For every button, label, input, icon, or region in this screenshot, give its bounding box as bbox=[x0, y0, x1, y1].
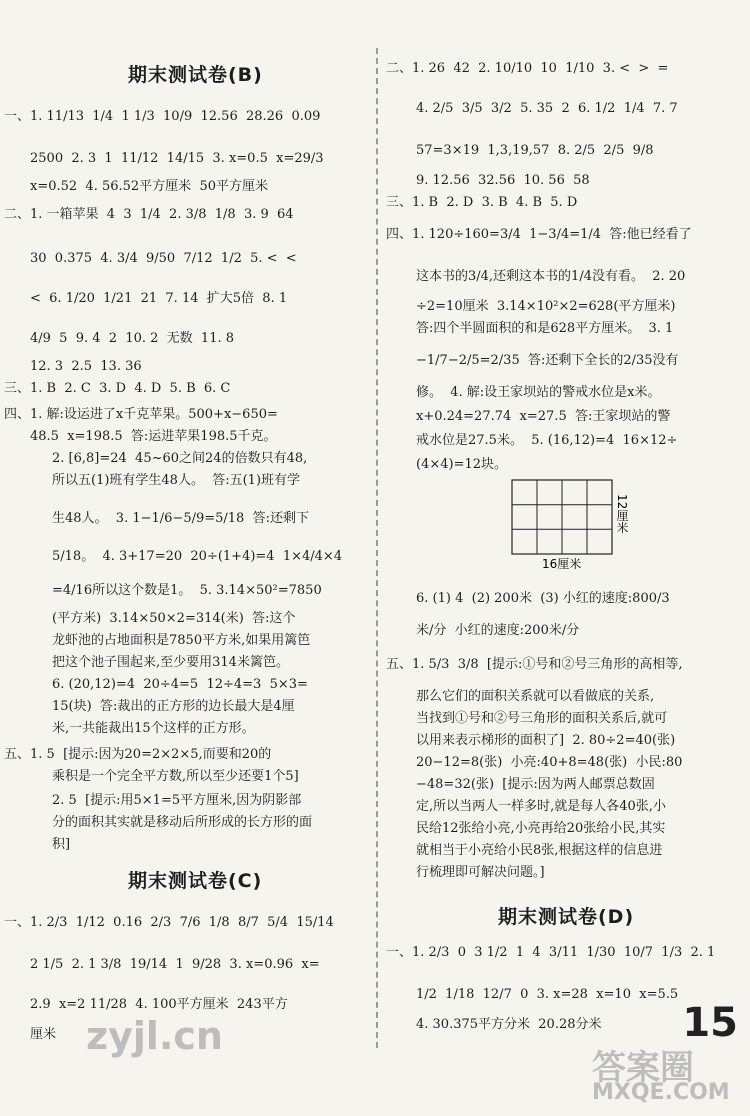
answer-line: 所以五(1)班有学生48人。 答:五(1)班有学 bbox=[52, 473, 301, 488]
answer-line: 五、1. 5/3 3/8 [提示:①号和②号三角形的高相等, bbox=[386, 657, 683, 672]
figure-width-label: 16厘米 bbox=[542, 557, 582, 571]
answer-line: 2 1/5 2. 1 3/8 19/14 1 9/28 3. x=0.96 x= bbox=[30, 957, 320, 972]
answer-line: 四、1. 解:设运进了x千克苹果。500+x−650= bbox=[4, 407, 278, 422]
answer-line: (4×4)=12块。 bbox=[416, 457, 508, 472]
answer-line: 把这个池子围起来,至少要用314米篱笆。 bbox=[52, 655, 289, 670]
answer-line: 三、1. B 2. D 3. B 4. B 5. D bbox=[386, 195, 578, 210]
answer-line: x=0.52 4. 56.52平方厘米 50平方厘米 bbox=[30, 179, 268, 194]
answer-line: 2. [6,8]=24 45~60之间24的倍数只有48, bbox=[52, 451, 308, 466]
answer-line: 龙虾池的占地面积是7850平方米,如果用篱笆 bbox=[52, 633, 311, 648]
answer-line: 当找到①号和②号三角形的面积关系后,就可 bbox=[416, 711, 668, 726]
answer-line: ÷2=10厘米 3.14×10²×2=628(平方厘米) bbox=[416, 299, 676, 314]
answer-line: 三、1. B 2. C 3. D 4. D 5. B 6. C bbox=[4, 381, 231, 396]
answer-line: 12. 3 2.5 13. 36 bbox=[30, 359, 142, 374]
answer-line: 6. (20,12)=4 20÷4=5 12÷4=3 5×3= bbox=[52, 677, 308, 692]
answer-line: 定,所以当两人一样多时,就是每人各40张,小 bbox=[416, 799, 666, 814]
answer-line: 48.5 x=198.5 答:运进苹果198.5千克。 bbox=[30, 429, 277, 444]
answer-line: 2500 2. 3 1 11/12 14/15 3. x=0.5 x=29/3 bbox=[30, 151, 324, 166]
answer-line: 五、1. 5 [提示:因为20=2×2×5,而要和20的 bbox=[4, 747, 272, 762]
answer-line: 20−12=8(张) 小亮:40+8=48(张) 小民:80 bbox=[416, 755, 683, 770]
heading-exam-d: 期末测试卷(D) bbox=[498, 906, 635, 928]
answer-line: 修。 4. 解:设王家坝站的警戒水位是x米。 bbox=[416, 385, 661, 400]
answer-line: 米,一共能裁出15个这样的正方形。 bbox=[52, 721, 255, 736]
answer-line: 生48人。 3. 1−1/6−5/9=5/18 答:还剩下 bbox=[52, 511, 309, 526]
answer-line: x+0.24=27.74 x=27.5 答:王家坝站的警 bbox=[416, 409, 671, 424]
watermark-zyjl: zyjl.cn bbox=[86, 1014, 223, 1058]
answer-line: 那么它们的面积关系就可以看做底的关系, bbox=[416, 689, 655, 704]
answer-line: 厘米 bbox=[30, 1027, 57, 1042]
figure-height-label: 12厘米 bbox=[615, 494, 629, 534]
answer-line: 2. 5 [提示:用5×1=5平方厘米,因为阴影部 bbox=[52, 793, 302, 808]
answer-line: 积] bbox=[52, 837, 71, 852]
answer-line: 1/2 1/18 12/7 0 3. x=28 x=10 x=5.5 bbox=[416, 987, 679, 1002]
answer-line: (平方米) 3.14×50×2=314(米) 答:这个 bbox=[52, 611, 296, 626]
answer-line: 2.9 x=2 11/28 4. 100平方厘米 243平方 bbox=[30, 997, 288, 1012]
answer-line: 戒水位是27.5米。 5. (16,12)=4 16×12÷ bbox=[416, 433, 678, 448]
answer-line: 二、1. 一箱苹果 4 3 1/4 2. 3/8 1/8 3. 9 64 bbox=[4, 207, 294, 222]
answer-line: 一、1. 11/13 1/4 1 1/3 10/9 12.56 28.26 0.09 bbox=[4, 109, 321, 124]
watermark-answer-circle: 答案圈 bbox=[592, 1048, 694, 1088]
heading-exam-c: 期末测试卷(C) bbox=[128, 870, 263, 892]
answer-line: 这本书的3/4,还剩这本书的1/4没有看。 2. 20 bbox=[416, 269, 686, 284]
column-divider bbox=[376, 48, 378, 1048]
answer-line: 米/分 小红的速度:200米/分 bbox=[416, 623, 580, 638]
answer-line: 一、1. 2/3 0 3 1/2 1 4 3/11 1/30 10/7 1/3 2. 1 bbox=[386, 945, 716, 960]
answer-line: 二、1. 26 42 2. 10/10 10 1/10 3. < > = bbox=[386, 61, 669, 76]
answer-line: 9. 12.56 32.56 10. 56 58 bbox=[416, 173, 590, 188]
answer-line: 民给12张给小亮,小亮再给20张给小民,其实 bbox=[416, 821, 666, 836]
answer-line: 57=3×19 1,3,19,57 8. 2/5 2/5 9/8 bbox=[416, 143, 654, 158]
answer-line: −1/7−2/5=2/35 答:还剩下全长的2/35没有 bbox=[416, 353, 679, 368]
answer-line: 四、1. 120÷160=3/4 1−3/4=1/4 答:他已经看了 bbox=[386, 227, 692, 242]
answer-line: < 6. 1/20 1/21 21 7. 14 扩大5倍 8. 1 bbox=[30, 291, 288, 306]
answer-line: 乘积是一个完全平方数,所以至少还要1个5] bbox=[52, 769, 299, 784]
page-number: 15 bbox=[682, 1000, 738, 1046]
answer-line: −48=32(张) [提示:因为两人邮票总数固 bbox=[416, 777, 655, 792]
answer-line: 以用来表示梯形的面积了] 2. 80÷2=40(张) bbox=[416, 733, 676, 748]
answer-line: 6. (1) 4 (2) 200米 (3) 小红的速度:800/3 bbox=[416, 591, 670, 606]
answer-line: 15(块) 答:裁出的正方形的边长最大是4厘 bbox=[52, 699, 295, 714]
heading-exam-b: 期末测试卷(B) bbox=[128, 64, 263, 86]
answer-line: 答:四个半圆面积的和是628平方厘米。 3. 1 bbox=[416, 321, 674, 336]
left-column bbox=[0, 0, 372, 1116]
answer-line: 行梳理即可解决问题。] bbox=[416, 865, 545, 880]
right-column bbox=[382, 0, 744, 1116]
answer-line: 4/9 5 9. 4 2 10. 2 无数 11. 8 bbox=[30, 331, 235, 346]
answer-line: 4. 30.375平方分米 20.28分米 bbox=[416, 1017, 602, 1032]
watermark-mxqe: MXQE.COM bbox=[592, 1080, 730, 1105]
answer-line: 就相当于小亮给小民8张,根据这样的信息进 bbox=[416, 843, 663, 858]
answer-line: 5/18。 4. 3+17=20 20÷(1+4)=4 1×4/4×4 bbox=[52, 549, 343, 564]
answer-line: 30 0.375 4. 3/4 9/50 7/12 1/2 5. < < bbox=[30, 251, 297, 266]
answer-line: 一、1. 2/3 1/12 0.16 2/3 7/6 1/8 8/7 5/4 15/14 bbox=[4, 915, 334, 930]
answer-line: 4. 2/5 3/5 3/2 5. 35 2 6. 1/2 1/4 7. 7 bbox=[416, 101, 678, 116]
answer-line: 分的面积其实就是移动后所形成的长方形的面 bbox=[52, 815, 313, 830]
answer-line: =4/16所以这个数是1。 5. 3.14×50²=7850 bbox=[52, 583, 322, 598]
rectangle-grid-figure bbox=[510, 478, 640, 572]
